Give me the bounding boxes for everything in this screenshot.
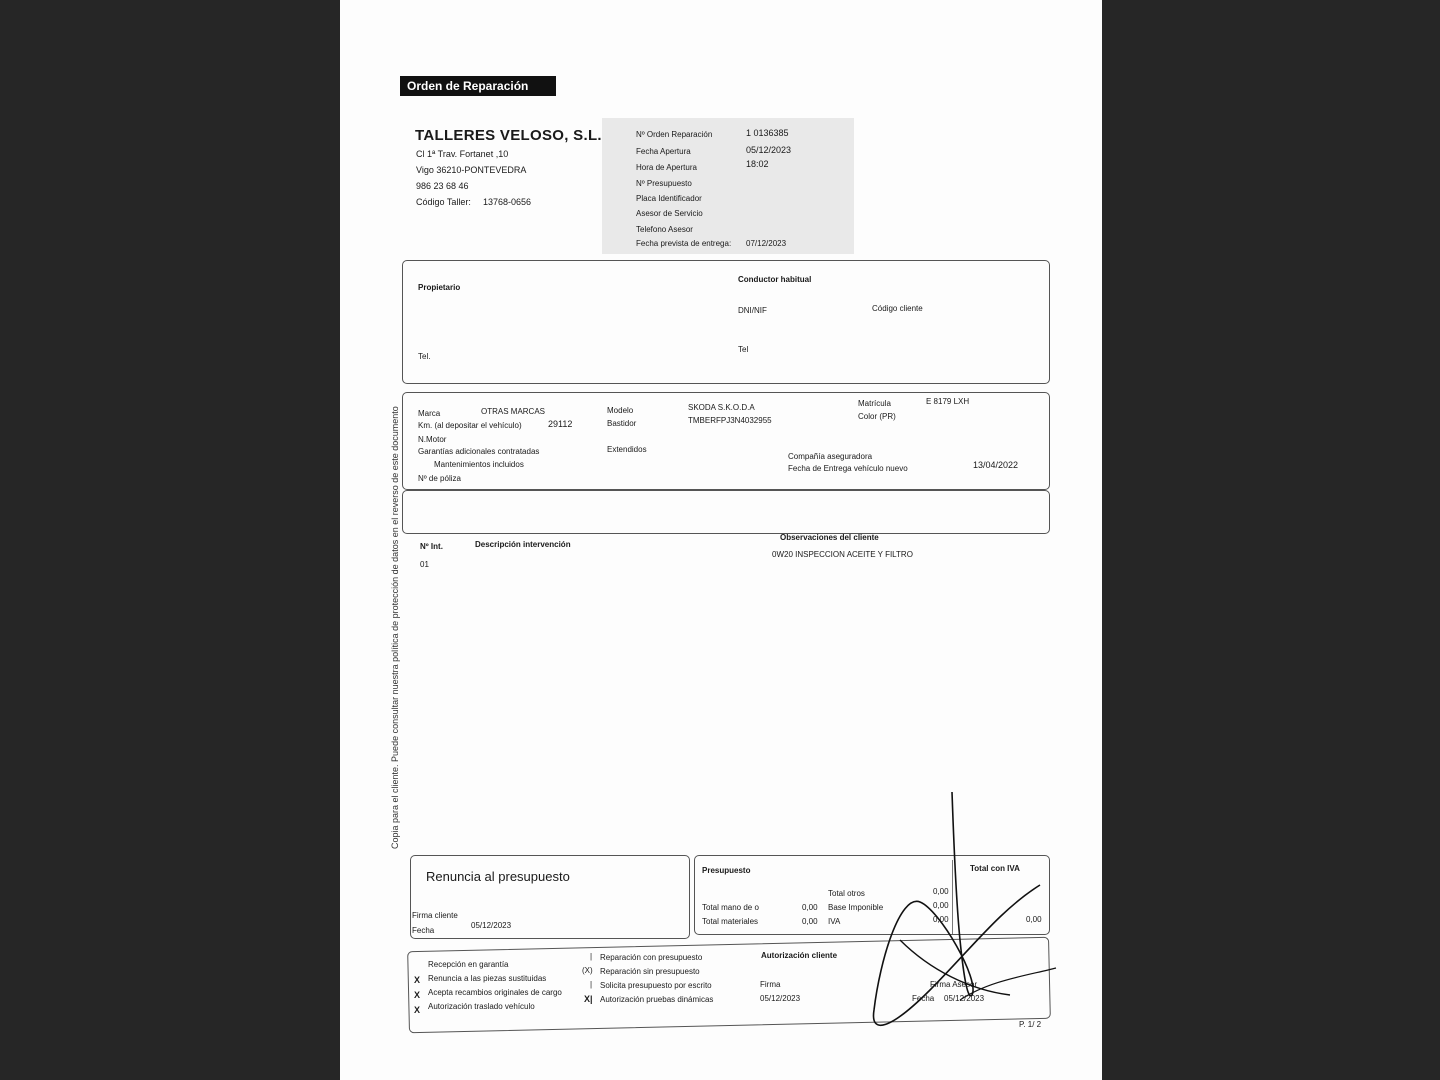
company-phone: 986 23 68 46 xyxy=(416,181,469,191)
open-date-label: Fecha Apertura xyxy=(636,147,691,156)
checklist-left-1-label: Recepción en garantía xyxy=(428,960,509,969)
checklist-mid-2-label: Reparación sin presupuesto xyxy=(600,967,700,976)
total-with-iva-label: Total con IVA xyxy=(970,864,1020,873)
checklist-mid-1-mark: | xyxy=(590,952,593,961)
checklist-left-3-label: Acepta recambios originales de cargo xyxy=(428,988,562,997)
plate-label: Matrícula xyxy=(858,399,891,408)
brand-value: OTRAS MARCAS xyxy=(481,407,546,416)
km-label: Km. (al depositar el vehículo) xyxy=(418,421,522,430)
owner-section xyxy=(402,260,1050,384)
company-code-label: Código Taller: xyxy=(416,197,471,207)
order-number-value: 1 0136385 xyxy=(746,128,789,138)
checklist-mid-1-label: Reparación con presupuesto xyxy=(600,953,703,962)
owner-label: Propietario xyxy=(418,283,461,292)
privacy-side-note: Copia para el cliente. Puede consultar nuestra política de protección de datos en el reverso de este documento xyxy=(390,406,400,849)
client-authorization-title: Autorización cliente xyxy=(761,951,838,960)
extended-label: Extendidos xyxy=(607,445,647,454)
document-title: Orden de Reparación xyxy=(400,76,556,96)
open-time-label: Hora de Apertura xyxy=(636,163,697,172)
owner-tel-label: Tel. xyxy=(418,352,431,361)
intervention-row-observation: 0W20 INSPECCION ACEITE Y FILTRO xyxy=(772,550,913,559)
company-address-line2: Vigo 36210-PONTEVEDRA xyxy=(416,165,527,175)
model-value: SKODA S.K.O.D.A xyxy=(688,403,755,412)
dni-label: DNI/NIF xyxy=(738,306,767,315)
advisor-date-value: 05/12/2023 xyxy=(944,994,985,1003)
km-value: 29112 xyxy=(548,419,573,429)
budget-title: Presupuesto xyxy=(702,866,751,875)
budget-waiver-title: Renuncia al presupuesto xyxy=(426,869,570,884)
taxable-base-value: 0,00 xyxy=(933,901,949,910)
checklist-mid-3-mark: | xyxy=(590,980,593,989)
total-others-value: 0,00 xyxy=(933,887,949,896)
client-auth-date: 05/12/2023 xyxy=(760,994,801,1003)
taxable-base-label: Base Imponible xyxy=(828,903,884,912)
checklist-left-4-label: Autorización traslado vehículo xyxy=(428,1002,535,1011)
waiver-sign-label: Firma cliente xyxy=(412,911,458,920)
checklist-mid-4-label: Autorización pruebas dinámicas xyxy=(600,995,714,1004)
chassis-value: TMBERFPJ3N4032955 xyxy=(688,416,772,425)
plate-value: E 8179 LXH xyxy=(926,397,970,406)
total-others-label: Total otros xyxy=(828,889,865,898)
warranty-label: Garantías adicionales contratadas xyxy=(418,447,540,456)
company-code-value: 13768-0656 xyxy=(483,197,532,207)
total-materials-label: Total materiales xyxy=(702,917,759,926)
engine-label: N.Motor xyxy=(418,435,447,444)
intervention-number-header: Nº Int. xyxy=(420,542,443,551)
model-label: Modelo xyxy=(607,406,634,415)
company-name: TALLERES VELOSO, S.L. xyxy=(415,127,602,144)
driver-label: Conductor habitual xyxy=(738,275,812,284)
checklist-mid-2-mark: (X) xyxy=(582,966,593,975)
client-sign-label: Firma xyxy=(760,980,781,989)
insurer-label: Compañía aseguradora xyxy=(788,452,873,461)
new-delivery-label: Fecha de Entrega vehículo nuevo xyxy=(788,464,908,473)
advisor-sign-label: Firma Asesor xyxy=(930,980,978,989)
document-page xyxy=(340,0,1102,1080)
total-with-iva-value: 0,00 xyxy=(1026,915,1042,924)
checklist-left-4-mark: X xyxy=(414,1005,421,1015)
handwritten-signature xyxy=(860,790,1060,1040)
brand-label: Marca xyxy=(418,409,441,418)
checklist-left-2-mark: X xyxy=(414,975,421,985)
budget-waiver-section xyxy=(410,855,690,939)
driver-tel-label: Tel xyxy=(738,345,749,354)
total-materials-value: 0,00 xyxy=(802,917,818,926)
delivery-date-label: Fecha prevista de entrega: xyxy=(636,239,732,248)
order-number-label: Nº Orden Reparación xyxy=(636,130,713,139)
waiver-date-label: Fecha xyxy=(412,926,435,935)
open-time-value: 18:02 xyxy=(746,159,769,169)
notes-box xyxy=(402,490,1050,534)
waiver-date-value: 05/12/2023 xyxy=(471,921,512,930)
iva-value: 0,00 xyxy=(933,915,949,924)
client-observations-header: Observaciones del cliente xyxy=(780,533,879,542)
delivery-date-value: 07/12/2023 xyxy=(746,239,787,248)
client-code-label: Código cliente xyxy=(872,304,923,313)
intervention-row-number: 01 xyxy=(420,560,429,569)
total-labour-label: Total mano de o xyxy=(702,903,759,912)
advisor-phone-label: Telefono Asesor xyxy=(636,225,693,234)
company-address-line1: Cl 1ª Trav. Fortanet ,10 xyxy=(416,149,509,159)
checklist-mid-4-mark: X| xyxy=(584,994,593,1004)
checklist-left-2-label: Renuncia a las piezas sustituidas xyxy=(428,974,547,983)
intervention-description-header: Descripción intervención xyxy=(475,540,571,549)
checklist-mid-3-label: Solicita presupuesto por escrito xyxy=(600,981,712,990)
open-date-value: 05/12/2023 xyxy=(746,145,792,155)
advisor-date-label: Fecha xyxy=(912,994,935,1003)
color-label: Color (PR) xyxy=(858,412,896,421)
new-delivery-value: 13/04/2022 xyxy=(973,460,1019,470)
chassis-label: Bastidor xyxy=(607,419,637,428)
iva-label: IVA xyxy=(828,917,841,926)
budget-number-label: Nº Presupuesto xyxy=(636,179,692,188)
checklist-left-3-mark: X xyxy=(414,990,421,1000)
plate-id-label: Placa Identificador xyxy=(636,194,702,203)
advisor-label: Asesor de Servicio xyxy=(636,209,703,218)
policy-label: Nº de póliza xyxy=(418,474,461,483)
page-number: P. 1/ 2 xyxy=(1019,1020,1042,1029)
maintenance-label: Mantenimientos incluidos xyxy=(434,460,524,469)
total-labour-value: 0,00 xyxy=(802,903,818,912)
